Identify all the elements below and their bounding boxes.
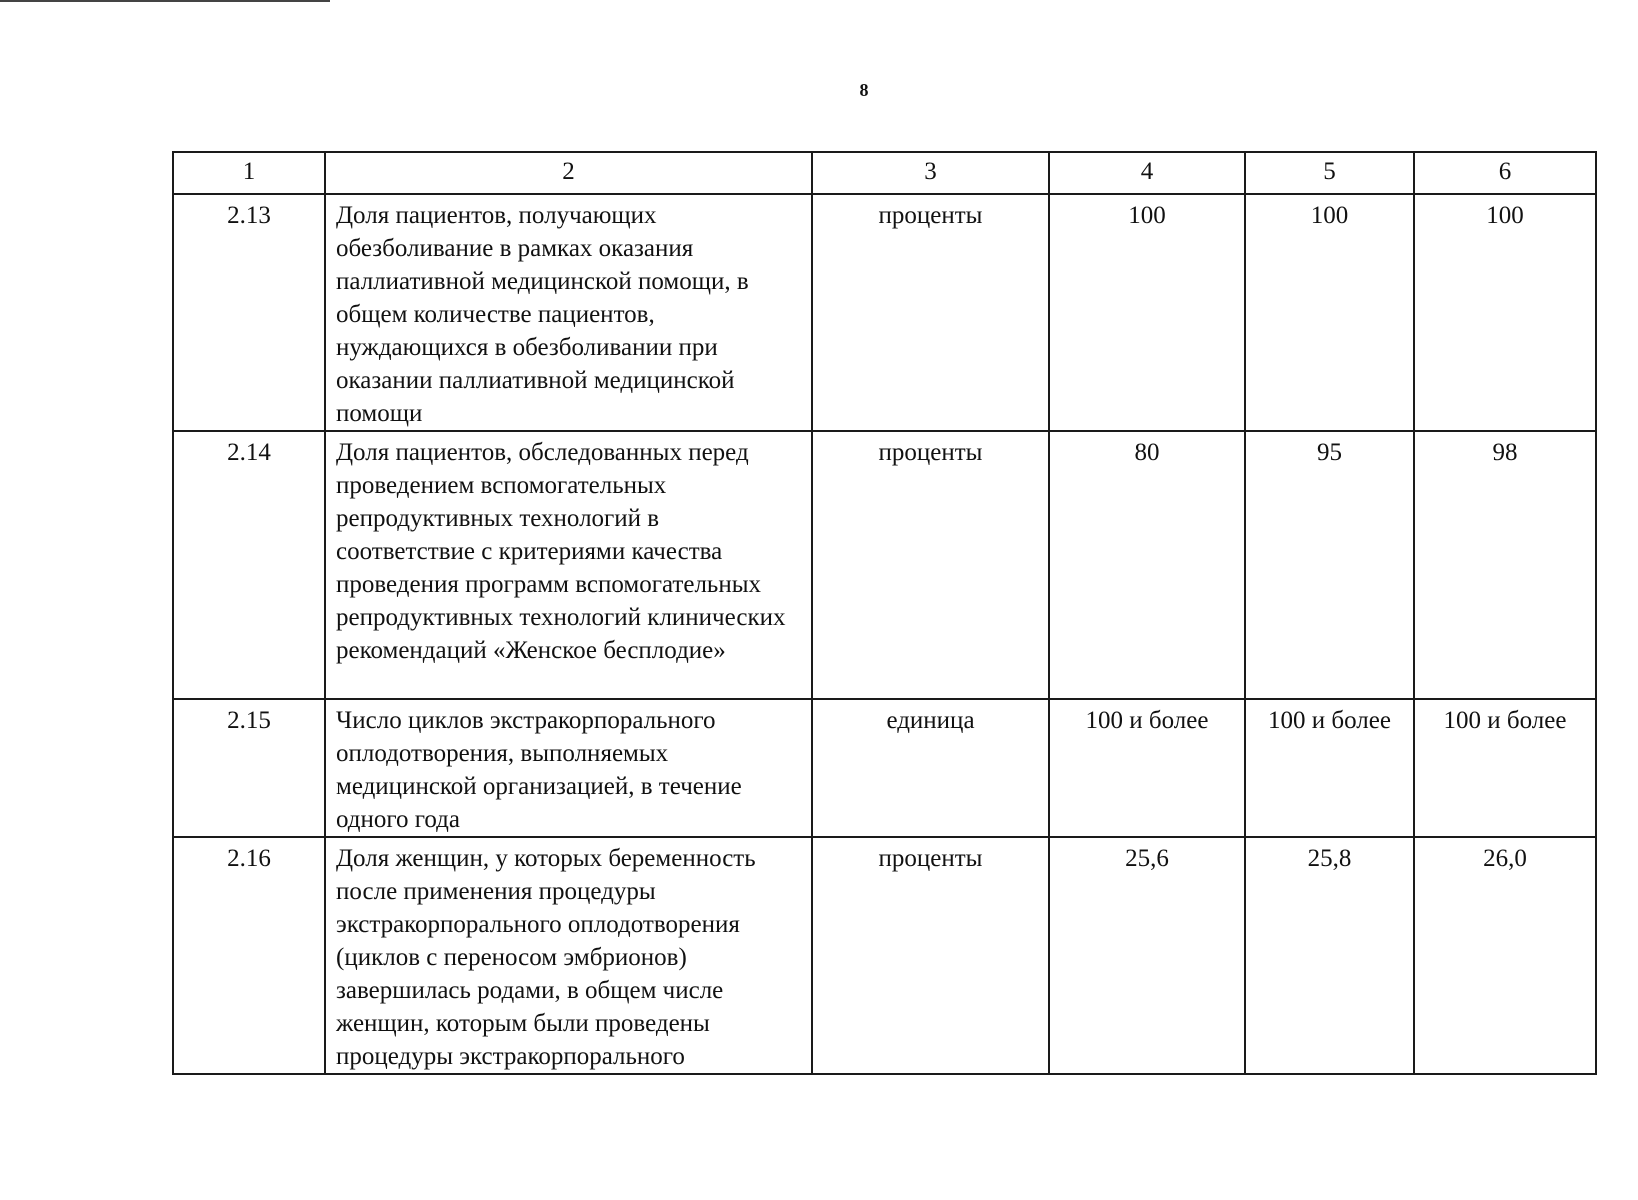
indicator-name: Доля пациентов, обследованных перед проведением вспомогательных репродуктивных технологий в соответствие с критериями качества проведения программ вспомогательных репродуктивных технологий клинических рекомендаций «Женское бесплодие»: [325, 431, 812, 699]
unit-cell: единица: [812, 699, 1049, 837]
row-number: 2.13: [173, 194, 325, 431]
page-number: 8: [859, 80, 869, 100]
scan-edge-line: [0, 0, 330, 2]
value-col-5: 100 и более: [1245, 699, 1414, 837]
table-header-row: [173, 152, 1596, 194]
value-col-4: 25,6: [1049, 837, 1245, 1074]
value-col-6: 100 и более: [1414, 699, 1596, 837]
value-col-4: 80: [1049, 431, 1245, 699]
indicators-table: [172, 151, 1597, 1075]
value-col-6: 98: [1414, 431, 1596, 699]
indicator-name: Число циклов экстракорпорального оплодотворения, выполняемых медицинской организацией, в течение одного года: [325, 699, 812, 837]
table-row: [173, 194, 1596, 431]
column-header: 1: [173, 152, 325, 194]
column-header: 5: [1245, 152, 1414, 194]
unit-cell: проценты: [812, 194, 1049, 431]
column-header: 3: [812, 152, 1049, 194]
unit-cell: проценты: [812, 837, 1049, 1074]
table-row: [173, 837, 1596, 1074]
table-row: [173, 699, 1596, 837]
value-col-5: 25,8: [1245, 837, 1414, 1074]
row-number: 2.16: [173, 837, 325, 1074]
row-number: 2.15: [173, 699, 325, 837]
value-col-5: 100: [1245, 194, 1414, 431]
row-number: 2.14: [173, 431, 325, 699]
value-col-6: 26,0: [1414, 837, 1596, 1074]
value-col-6: 100: [1414, 194, 1596, 431]
table-row: [173, 431, 1596, 699]
value-col-4: 100 и более: [1049, 699, 1245, 837]
column-header: 4: [1049, 152, 1245, 194]
value-col-4: 100: [1049, 194, 1245, 431]
indicator-name: Доля женщин, у которых беременность после применения процедуры экстракорпорального оплодотворения (циклов с переносом эмбрионов) завершилась родами, в общем числе женщин, которым были проведены процедуры экстракорпорального: [325, 837, 812, 1074]
column-header: 6: [1414, 152, 1596, 194]
indicator-name: Доля пациентов, получающих обезболивание в рамках оказания паллиативной медицинской помощи, в общем количестве пациентов, нуждающихся в обезболивании при оказании паллиативной медицинской помощи: [325, 194, 812, 431]
unit-cell: проценты: [812, 431, 1049, 699]
column-header: 2: [325, 152, 812, 194]
value-col-5: 95: [1245, 431, 1414, 699]
